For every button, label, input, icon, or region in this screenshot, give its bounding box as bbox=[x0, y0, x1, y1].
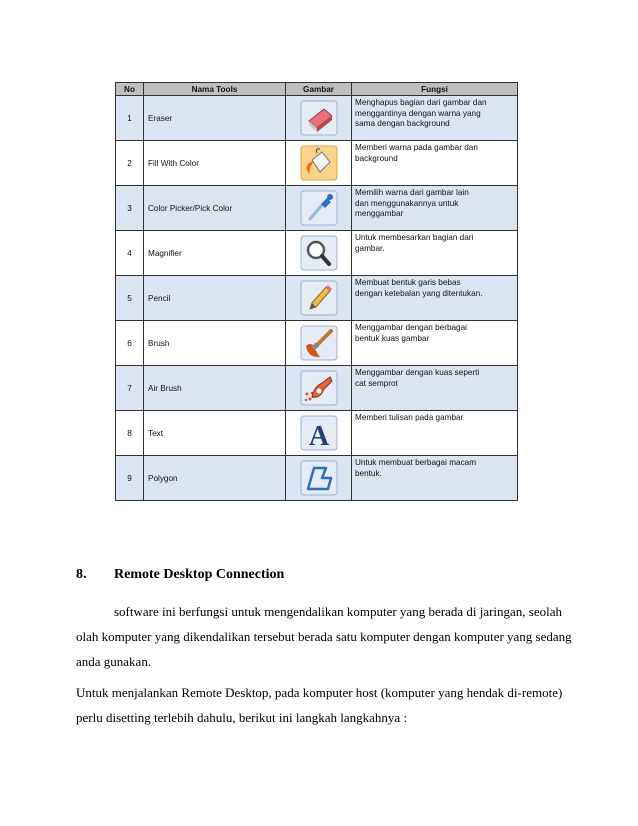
row-no: 9 bbox=[116, 456, 144, 501]
function-line: bentuk. bbox=[355, 468, 382, 478]
paragraph-line: olah komputer yang dikendalikan tersebut berada satu komputer dengan komputer yang sedang bbox=[76, 629, 572, 644]
function-line: menggambar bbox=[355, 209, 404, 218]
function-line: Menggambar dengan berbagai bbox=[355, 323, 467, 332]
eraser-icon bbox=[292, 99, 346, 137]
section-title: Remote Desktop Connection bbox=[114, 567, 285, 582]
function-line: Untuk membuat berbagai macam bbox=[355, 458, 477, 467]
function-line: gambar. bbox=[355, 243, 385, 253]
tools-table bbox=[115, 82, 518, 501]
function-line: Memilih warna dari gambar lain bbox=[355, 188, 469, 197]
header-name: Nama Tools bbox=[144, 83, 286, 96]
function-line: dan menggunakannya untuk bbox=[355, 198, 459, 208]
paragraph-line: software ini berfungsi untuk mengendalikan komputer yang berada di jaringan, seolah bbox=[114, 604, 563, 619]
row-no: 1 bbox=[116, 96, 144, 141]
function-line: cat semprot bbox=[355, 378, 398, 388]
row-no: 6 bbox=[116, 321, 144, 366]
polygon-icon bbox=[292, 459, 346, 497]
brush-icon bbox=[292, 324, 346, 362]
row-no: 4 bbox=[116, 231, 144, 276]
row-no: 2 bbox=[116, 141, 144, 186]
row-name: Brush bbox=[144, 321, 286, 366]
table-row bbox=[116, 456, 518, 501]
text-tool-icon bbox=[292, 414, 346, 452]
function-line: Membuat bentuk garis bebas bbox=[355, 278, 461, 287]
paragraph bbox=[76, 680, 562, 730]
row-no: 8 bbox=[116, 411, 144, 456]
table-row bbox=[116, 96, 518, 141]
pencil-icon bbox=[292, 279, 346, 317]
row-name: Fill With Color bbox=[144, 141, 286, 186]
color-picker-icon bbox=[292, 189, 346, 227]
function-line: Untuk membesarkan bagian dari bbox=[355, 233, 474, 242]
row-no: 7 bbox=[116, 366, 144, 411]
function-line: background bbox=[355, 153, 398, 163]
paragraph bbox=[76, 599, 572, 674]
table-row bbox=[116, 366, 518, 411]
air-brush-icon bbox=[292, 369, 346, 407]
paragraph-line: anda gunakan. bbox=[76, 654, 152, 669]
table-row bbox=[116, 231, 518, 276]
row-name: Magnifier bbox=[144, 231, 286, 276]
table-row bbox=[116, 276, 518, 321]
header-image: Gambar bbox=[286, 83, 352, 96]
row-no: 5 bbox=[116, 276, 144, 321]
row-name: Air Brush bbox=[144, 366, 286, 411]
table-row bbox=[116, 186, 518, 231]
function-line: Memberi tulisan pada gambar bbox=[355, 413, 464, 422]
function-line: bentuk kuas gambar bbox=[355, 333, 430, 343]
function-line: menggantinya dengan warna yang bbox=[355, 108, 481, 118]
row-name: Text bbox=[144, 411, 286, 456]
section-number: 8. bbox=[76, 567, 87, 582]
table-row bbox=[116, 411, 518, 456]
row-name: Eraser bbox=[144, 96, 286, 141]
paragraph-line: Untuk menjalankan Remote Desktop, pada komputer host (komputer yang hendak di-remote) bbox=[76, 685, 563, 700]
paint-bucket-icon bbox=[292, 144, 346, 182]
function-line: Menggambar dengan kuas seperti bbox=[355, 368, 480, 377]
row-no: 3 bbox=[116, 186, 144, 231]
function-line: dengan ketebalan yang ditentukan. bbox=[355, 288, 483, 298]
header-no: No bbox=[116, 83, 144, 96]
header-function: Fungsi bbox=[352, 83, 518, 96]
function-line: Memberi warna pada gambar dan bbox=[355, 143, 478, 152]
table-row bbox=[116, 321, 518, 366]
section-heading bbox=[76, 567, 284, 583]
magnifier-icon bbox=[292, 234, 346, 272]
function-line: Menghapus bagian dari gambar dan bbox=[355, 98, 487, 107]
row-name: Color Picker/Pick Color bbox=[144, 186, 286, 231]
table-row bbox=[116, 141, 518, 186]
row-name: Polygon bbox=[144, 456, 286, 501]
text-tool-glyph: A bbox=[308, 421, 329, 452]
row-name: Pencil bbox=[144, 276, 286, 321]
table-header-row bbox=[116, 83, 518, 96]
function-line: sama dengan background bbox=[355, 119, 450, 128]
paragraph-line: perlu disetting terlebih dahulu, berikut ini langkah langkahnya : bbox=[76, 710, 408, 725]
